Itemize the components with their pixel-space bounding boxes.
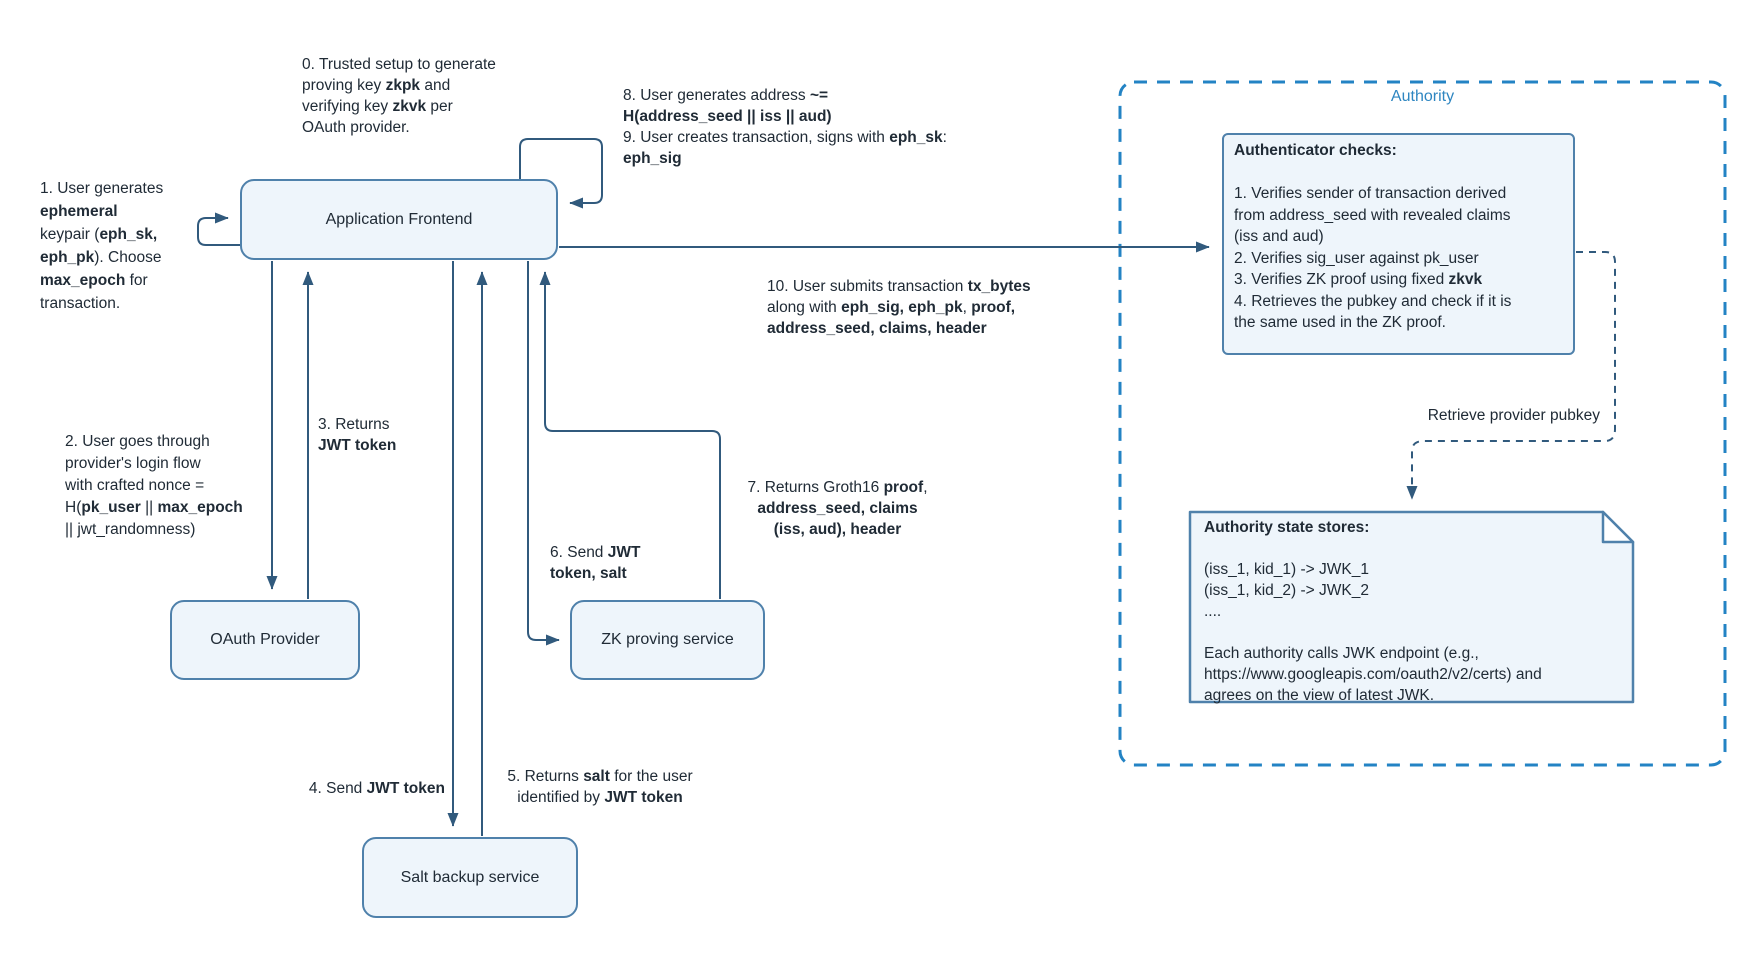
annotation-step-7: 7. Returns Groth16 proof, address_seed, claims (iss, aud), header (747, 479, 928, 538)
annotation-step-2: 2. User goes through provider's login flow with crafted nonce = H(pk_user || max_epoch || jwt_randomness) (65, 433, 243, 538)
salt-backup-service-label: Salt backup service (400, 868, 540, 886)
annotation-step-4: 4. Send JWT token (308, 780, 445, 797)
authority-label: Authority (1390, 88, 1455, 105)
annotation-steps-8-9: 8. User generates address ~= H(address_seed || iss || aud) 9. User creates transaction, signs with eph_sk: eph_sig (623, 87, 947, 167)
annotation-step-0: 0. Trusted setup to generate proving key zkpk and verifying key zkvk per OAuth provider. (302, 56, 496, 136)
annotation-step-10: 10. User submits transaction tx_bytes along with eph_sig, eph_pk, proof, address_seed, claims, header (767, 278, 1031, 337)
annotation-step-3: 3. Returns JWT token (318, 416, 397, 454)
salt-backup-service-node (362, 837, 578, 918)
annotation-step-6: 6. Send JWT token, salt (550, 544, 641, 582)
oauth-provider-node (170, 600, 360, 680)
retrieve-provider-pubkey-label: Retrieve provider pubkey (1427, 407, 1600, 424)
authenticator-checks-text: Authenticator checks: 1. Verifies sender of transaction derived from address_seed with revealed claims (iss and aud) 2. Verifies sig_user against pk_user 3. Verifies ZK proof using fixed zkvk 4. Retrieves the pubkey and check if it is the same used in the ZK proof. (1234, 142, 1512, 331)
annotation-step-1: 1. User generates ephemeral keypair (eph_sk, eph_pk). Choose max_epoch for transaction. (40, 180, 164, 312)
annotation-step-5: 5. Returns salt for the user identified by JWT token (507, 768, 693, 806)
app-frontend-node (240, 179, 558, 260)
zk-proving-service-label: ZK proving service (601, 631, 734, 648)
note-folded-corner-icon (1603, 512, 1633, 542)
oauth-provider-label: OAuth Provider (210, 631, 320, 648)
self-loop-step1-arrow (198, 218, 240, 245)
zk-proving-service-node (570, 600, 765, 680)
app-frontend-label: Application Frontend (325, 210, 473, 228)
authority-state-stores-text: Authority state stores: (iss_1, kid_1) -> JWK_1 (iss_1, kid_2) -> JWK_2 .... Each authority calls JWK endpoint (e.g., https://www.googleapis.com/oauth2/v2/certs) and agrees on the view of latest JWK. (1204, 519, 1542, 704)
